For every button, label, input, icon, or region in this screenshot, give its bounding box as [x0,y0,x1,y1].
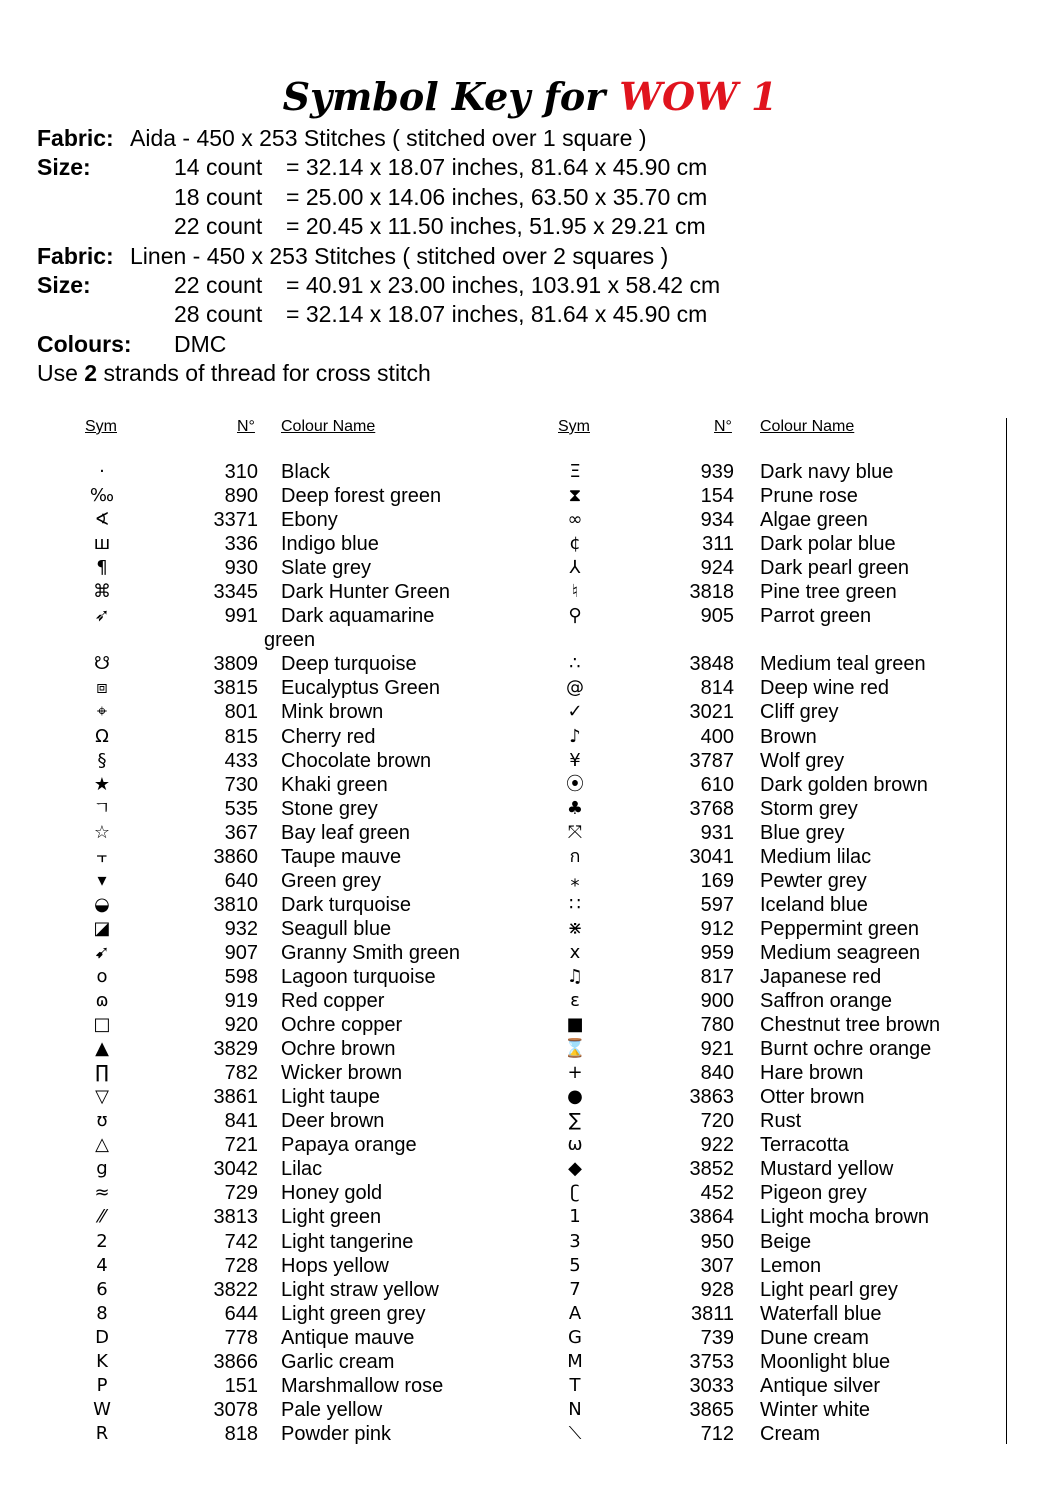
dmc-number: 336 [224,533,258,556]
dmc-number: 3848 [689,653,734,676]
colour-name: Black [281,461,330,483]
stitch-symbol: 2 [96,1230,108,1252]
colour-name: Mink brown [281,701,384,724]
colour-name: Pewter grey [760,869,867,892]
colour-name: Powder pink [281,1422,392,1445]
dmc-number: 3852 [689,1158,734,1181]
dmc-number: 721 [224,1134,258,1157]
colour-name: Deep forest green [281,485,442,508]
stitch-symbol: ▽ [95,1086,109,1108]
header-sym: Sym [558,418,590,435]
dmc-number: 841 [224,1110,258,1133]
stitch-symbol: o [96,965,108,987]
colour-name: Ochre copper [281,1014,403,1037]
dmc-number: 151 [224,1374,258,1397]
dmc-number: 3033 [689,1374,734,1397]
colour-name: Chocolate brown [281,749,432,772]
stitch-symbol: ⦿ [566,773,584,795]
colour-name: Peppermint green [760,917,919,940]
colour-name: Ebony [281,509,338,532]
colour-name: Light taupe [281,1086,380,1109]
colour-name: Bay leaf green [281,821,410,844]
colour-name: Pale yellow [281,1398,383,1421]
stitch-symbol: ◆ [568,1158,582,1180]
dmc-number: 433 [224,749,258,772]
colour-name: Dark polar blue [760,533,896,556]
dmc-number: 712 [700,1422,734,1445]
dmc-number: 311 [702,533,734,556]
stitch-symbol: Ω [95,725,109,747]
stitch-symbol: ➹ [94,941,110,963]
dmc-number: 720 [700,1110,734,1133]
colour-name: Otter brown [760,1086,865,1109]
stitch-symbol: ⁄⁄ [98,1206,105,1228]
stitch-symbol: ⚲ [568,605,582,627]
dmc-number: 3371 [213,509,258,532]
stitch-symbol: ก [569,845,581,867]
dmc-number: 3813 [213,1206,258,1229]
dmc-number: 932 [224,917,258,940]
size-count: 22 count [174,213,263,240]
colour-name: Stone grey [281,797,378,820]
colour-name: Waterfall blue [760,1302,882,1325]
colour-name: Papaya orange [281,1134,417,1157]
dmc-number: 950 [700,1230,734,1253]
dmc-number: 890 [224,485,258,508]
colour-name: Dark pearl green [760,557,909,580]
stitch-symbol: ⅄ [569,557,581,579]
colour-name: Taupe mauve [281,845,402,868]
colour-name: Beige [760,1230,812,1253]
dmc-number: 928 [700,1278,734,1301]
colour-name: Dark Hunter Green [281,581,450,604]
stitch-symbol: W [93,1398,111,1420]
colour-name: Deer brown [281,1110,385,1133]
colour-name: Eucalyptus Green [281,677,440,700]
size-dims: = 32.14 x 18.07 inches, 81.64 x 45.90 cm [286,154,708,181]
stitch-symbol: ⁎ [570,869,580,891]
dmc-number: 3810 [213,893,258,916]
colour-name: Light straw yellow [281,1278,439,1301]
colour-name: Green grey [281,869,382,892]
stitch-symbol: ∴ [569,653,581,675]
stitch-symbol: ⋇ [567,917,583,939]
dmc-number: 597 [700,893,734,916]
fabric-label: Fabric: [37,125,114,151]
dmc-number: 742 [224,1230,258,1253]
dmc-number: 154 [700,485,734,508]
colour-name: Lilac [281,1158,323,1181]
colour-name: Ochre brown [281,1038,396,1061]
colour-name: Cliff grey [760,701,839,724]
dmc-number: 919 [224,990,258,1013]
colour-name: Hops yellow [281,1254,389,1277]
dmc-number: 840 [700,1062,734,1085]
stitch-symbol: P [96,1374,108,1396]
colour-name: Moonlight blue [760,1350,891,1373]
stitch-symbol: ♮ [571,581,579,603]
stitch-symbol: ⌛ [563,1038,587,1060]
colour-name: Wolf grey [760,749,845,772]
stitch-symbol: ★ [93,773,111,795]
dmc-number: 3829 [213,1038,258,1061]
colour-name: Pigeon grey [760,1182,867,1205]
stitch-symbol: 4 [96,1254,108,1276]
dmc-number: 3865 [689,1398,734,1421]
dmc-number: 3822 [213,1278,258,1301]
size-dims: = 25.00 x 14.06 inches, 63.50 x 35.70 cm [286,183,708,210]
stitch-symbol: Ξ [569,461,581,482]
stitch-symbol: ʊ [96,1110,108,1132]
colours-value: DMC [174,330,227,357]
size-count: 14 count [174,154,263,181]
stitch-symbol: 3 [569,1230,581,1252]
stitch-symbol: N [568,1398,582,1420]
dmc-number: 930 [224,557,258,580]
dmc-number: 310 [224,461,258,483]
stitch-symbol: ∞ [567,509,583,531]
colour-name: Light green grey [281,1302,426,1325]
size-dims: = 32.14 x 18.07 inches, 81.64 x 45.90 cm [286,301,708,328]
stitch-symbol: g [96,1158,108,1180]
dmc-number: 3021 [689,701,734,724]
colour-name: Brown [760,725,817,748]
dmc-number: 939 [700,461,734,483]
fabric-label: Fabric: [37,242,114,269]
colour-name: Winter white [760,1398,871,1421]
stitch-symbol: 8 [96,1302,108,1324]
colour-name: Dark golden brown [760,773,928,796]
fabric-info [37,124,721,389]
fabric-value: Aida - 450 x 253 Stitches ( stitched over 1 square ) [130,125,647,151]
dmc-number: 3768 [689,797,734,820]
colour-name: Dark navy blue [760,461,894,483]
dmc-number: 3042 [213,1158,258,1181]
dmc-number: 400 [700,725,734,748]
stitch-symbol: 6 [96,1278,108,1300]
dmc-number: 3866 [213,1350,258,1373]
colour-name: Iceland blue [760,893,868,916]
stitch-symbol: ■ [566,1014,584,1036]
colour-name: Rust [760,1110,802,1133]
dmc-number: 367 [224,821,258,844]
colour-name: Medium lilac [760,845,872,868]
dmc-number: 452 [700,1182,734,1205]
stitch-symbol: ⤧ [567,821,583,843]
dmc-number: 3041 [689,845,734,868]
stitch-symbol: ◪ [93,917,111,939]
colour-name: Honey gold [281,1182,383,1205]
stitch-symbol: ♣ [566,797,584,819]
colour-name: Japanese red [760,965,882,988]
size-count: 22 count [174,271,263,298]
size-label: Size: [37,154,91,181]
colour-name: Dark turquoise [281,893,412,916]
colour-name: Deep turquoise [281,653,417,676]
colour-name: Saffron orange [760,990,892,1013]
dmc-number: 3861 [213,1086,258,1109]
stitch-symbol: ⧈ [96,677,108,699]
stitch-symbol: + [567,1062,583,1084]
dmc-number: 900 [700,990,734,1013]
stitch-symbol: ¥ [569,749,581,771]
stitch-symbol: □ [93,1014,111,1036]
dmc-number: 959 [700,941,734,964]
dmc-number: 610 [700,773,734,796]
stitch-symbol: ʗ [570,1182,580,1204]
dmc-number: 922 [700,1134,734,1157]
colour-name: Burnt ochre orange [760,1038,932,1061]
size-count: 18 count [174,183,263,210]
stitch-symbol: R [95,1422,109,1444]
dmc-number: 644 [224,1302,258,1325]
dmc-number: 778 [224,1326,258,1349]
stitch-symbol: ✓ [567,701,583,723]
stitch-symbol: ⌘ [93,581,111,603]
header-colour-name: Colour Name [281,418,376,435]
dmc-number: 730 [224,773,258,796]
stitch-symbol: ε [570,990,580,1012]
dmc-number: 598 [224,965,258,988]
dmc-number: 818 [224,1422,258,1445]
stitch-symbol: ɷ [95,990,109,1012]
stitch-symbol: ш [93,533,111,555]
dmc-number: 780 [700,1014,734,1037]
dmc-number: 3787 [689,749,734,772]
colour-name: Light tangerine [281,1230,414,1253]
dmc-number: 3078 [213,1398,258,1421]
colour-name: Lagoon turquoise [281,965,436,988]
colour-name: Prune rose [760,485,858,508]
stitch-symbol: K [96,1350,108,1372]
dmc-number: 3815 [213,677,258,700]
stitch-symbol: M [567,1350,583,1372]
colour-name: Dune cream [760,1326,869,1349]
stitch-symbol: ⫟ [96,845,108,867]
colour-name: Light green [281,1206,382,1229]
colour-name: Chestnut tree brown [760,1014,941,1037]
stitch-symbol: ● [567,1086,583,1108]
colour-name: Deep wine red [760,677,889,700]
stitch-symbol: ㄱ [93,797,111,819]
stitch-symbol: 5 [569,1254,581,1276]
dmc-number: 912 [700,917,734,940]
dmc-number: 931 [700,821,734,844]
strands-note: Use 2 strands of thread for cross stitch [37,360,431,387]
stitch-symbol: ¢ [569,533,581,555]
stitch-symbol: ‰ [89,485,115,507]
colour-name: Medium teal green [760,653,926,676]
dmc-number: 814 [700,677,734,700]
colour-name: Marshmallow rose [281,1374,444,1397]
dmc-number: 535 [224,797,258,820]
colour-name: Medium seagreen [760,941,921,964]
stitch-symbol: 1 [569,1206,581,1228]
stitch-symbol: ▾ [97,869,107,891]
stitch-symbol: D [95,1326,109,1348]
stitch-symbol: ☆ [93,821,111,843]
dmc-number: 3818 [689,581,734,604]
colour-name: Garlic cream [281,1350,395,1373]
colour-name-continued: green [264,629,316,652]
colour-name: Light mocha brown [760,1206,929,1229]
dmc-number: 640 [224,869,258,892]
stitch-symbol: ω [567,1134,583,1156]
colour-name: Cherry red [281,725,376,748]
colour-name: Mustard yellow [760,1158,894,1181]
size-label: Size: [37,271,91,298]
dmc-number: 728 [224,1254,258,1277]
colour-name: Slate grey [281,557,372,580]
colour-name: Blue grey [760,821,845,844]
stitch-symbol: △ [95,1134,109,1156]
dmc-number: 307 [700,1254,734,1277]
colour-name: Cream [760,1422,821,1445]
colour-name: Red copper [281,990,385,1013]
colour-name: Algae green [760,509,868,532]
right-border-line [1006,418,1007,1444]
dmc-number: 3811 [690,1302,734,1325]
dmc-number: 921 [700,1038,734,1061]
dmc-number: 3809 [213,653,258,676]
header-sym: Sym [85,418,117,435]
stitch-symbol: § [97,749,107,771]
stitch-symbol: ➶ [94,605,110,627]
colours-label: Colours: [37,330,132,357]
colour-name: Indigo blue [281,533,379,556]
header-colour-name: Colour Name [760,418,855,435]
dmc-number: 3864 [689,1206,734,1229]
dmc-number: 3860 [213,845,258,868]
stitch-symbol: ♫ [566,965,584,987]
stitch-symbol: ∏ [95,1062,109,1084]
colour-name: Lemon [760,1254,822,1277]
page-title [0,74,1060,119]
colour-name: Parrot green [760,605,872,628]
colour-name: Antique silver [760,1374,881,1397]
colour-name: Terracotta [760,1134,849,1157]
colour-name: Granny Smith green [281,941,460,964]
stitch-symbol: ∑ [568,1110,582,1132]
header-num: N° [237,418,255,435]
colour-name: Light pearl grey [760,1278,898,1301]
dmc-number: 905 [700,605,734,628]
dmc-number: 3753 [689,1350,734,1373]
dmc-number: 729 [224,1182,258,1205]
dmc-number: 817 [700,965,734,988]
colour-name: Wicker brown [281,1062,403,1085]
stitch-symbol: G [568,1326,582,1348]
dmc-number: 169 [700,869,734,892]
stitch-symbol: @ [566,677,584,699]
stitch-symbol: ∷ [569,893,581,915]
stitch-symbol: 7 [569,1278,581,1300]
title-prefix: Symbol Key for [282,74,606,119]
stitch-symbol: T [569,1374,581,1396]
colour-name: Antique mauve [281,1326,415,1349]
dmc-number: 934 [700,509,734,532]
stitch-symbol: · [99,461,105,482]
size-dims: = 40.91 x 23.00 inches, 103.91 x 58.42 cm [286,271,721,298]
stitch-symbol: ♪ [569,725,581,747]
stitch-symbol: ¶ [96,557,108,579]
stitch-symbol: ⌖ [96,701,108,723]
stitch-symbol: ⟍ [568,1422,582,1444]
dmc-number: 907 [224,941,258,964]
stitch-symbol: ▲ [95,1038,109,1060]
dmc-number: 782 [224,1062,258,1085]
size-dims: = 20.45 x 11.50 inches, 51.95 x 29.21 cm [286,213,706,240]
dmc-number: 739 [700,1326,734,1349]
size-count: 28 count [174,301,263,328]
stitch-symbol: x [569,941,581,963]
dmc-number: 924 [700,557,734,580]
colour-name: Storm grey [760,797,858,820]
dmc-number: 3863 [689,1086,734,1109]
header-num: N° [714,418,732,435]
dmc-number: 801 [224,701,258,724]
colour-name: Dark aquamarine [281,605,435,628]
colour-name: Pine tree green [760,581,897,604]
pattern-name: WOW 1 [619,74,778,119]
stitch-symbol: ◒ [94,893,110,915]
stitch-symbol: ⧗ [568,485,582,507]
dmc-number: 3345 [213,581,258,604]
dmc-number: 991 [224,605,258,628]
stitch-symbol: ☋ [94,653,110,675]
colour-name: Seagull blue [281,917,392,940]
stitch-symbol: ≈ [94,1182,110,1204]
dmc-number: 815 [224,725,258,748]
colour-name: Khaki green [281,773,388,796]
stitch-symbol: ∢ [94,509,110,531]
colour-name: Hare brown [760,1062,864,1085]
fabric-value: Linen - 450 x 253 Stitches ( stitched over 2 squares ) [130,242,669,269]
stitch-symbol: A [568,1302,582,1324]
dmc-number: 920 [224,1014,258,1037]
